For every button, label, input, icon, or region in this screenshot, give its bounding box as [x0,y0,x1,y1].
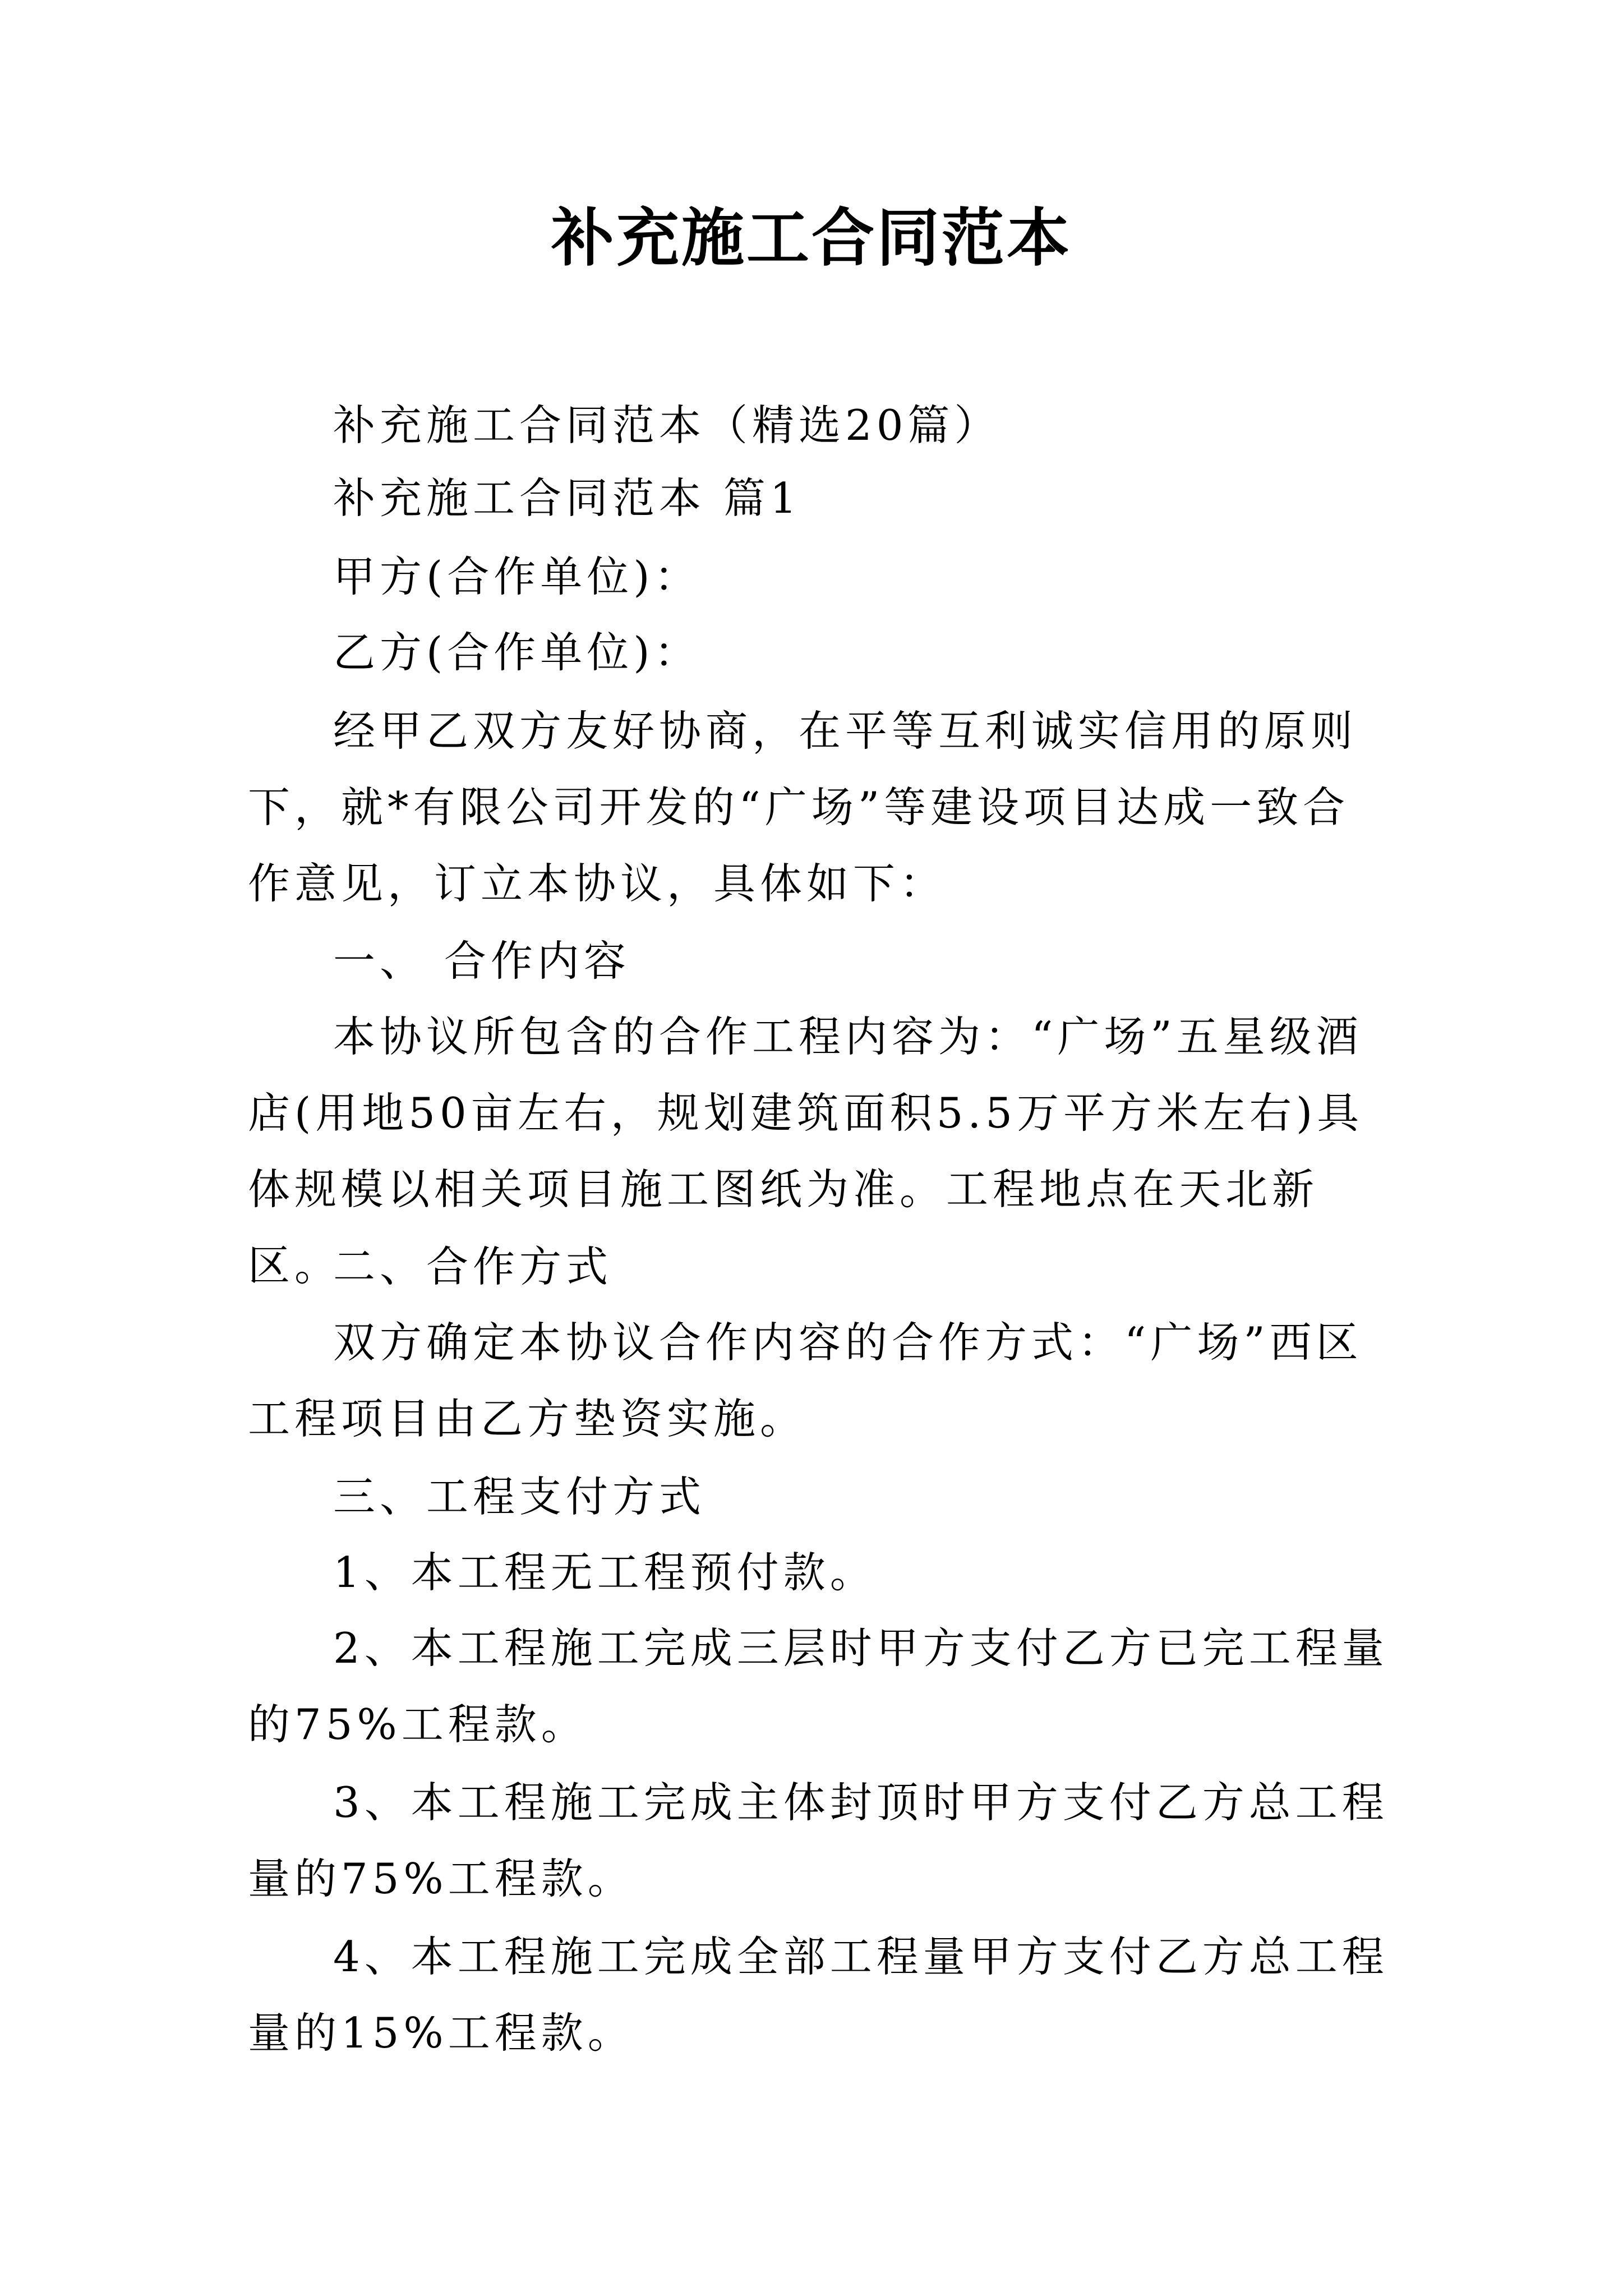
paragraph-subtitle: 补充施工合同范本（精选20篇） [333,401,1001,450]
section-heading-cooperation-content: 一、 合作内容 [333,936,630,986]
payment-clause-2: 2、本工程施工完成三层时甲方支付乙方已完工程量的75%工程款。 [248,1623,1389,1749]
paragraph-preamble: 经甲乙双方友好协商，在平等互利诚实信用的原则下，就*有限公司开发的“广场”等建设项目达成一致合作意见，订立本协议，具体如下： [248,706,1358,908]
paragraph-party-b: 乙方(合作单位)： [333,628,701,677]
section-heading-cooperation-method: 二、合作方式 [333,1242,613,1291]
paragraph-chapter-heading: 补充施工合同范本 篇1 [333,473,801,523]
section-heading-payment-method: 三、工程支付方式 [333,1472,706,1521]
document-title: 补充施工合同范本 [551,201,1072,275]
payment-clause-4: 4、本工程施工完成全部工程量甲方支付乙方总工程量的15%工程款。 [248,1932,1389,2058]
paragraph-party-a: 甲方(合作单位)： [333,552,701,601]
paragraph-cooperation-method: 双方确定本协议合作内容的合作方式：“广场”西区工程项目由乙方垫资实施。 [248,1318,1363,1443]
payment-clause-3: 3、本工程施工完成主体封顶时甲方支付乙方总工程量的75%工程款。 [248,1778,1389,1903]
payment-clause-1: 1、本工程无工程预付款。 [333,1548,877,1597]
paragraph-cooperation-content: 本协议所包含的合作工程内容为：“广场”五星级酒店(用地50亩左右，规划建筑面积5.5万平方米左右)具体规模以相关项目施工图纸为准。工程地点在天北新区。 [248,1012,1364,1290]
